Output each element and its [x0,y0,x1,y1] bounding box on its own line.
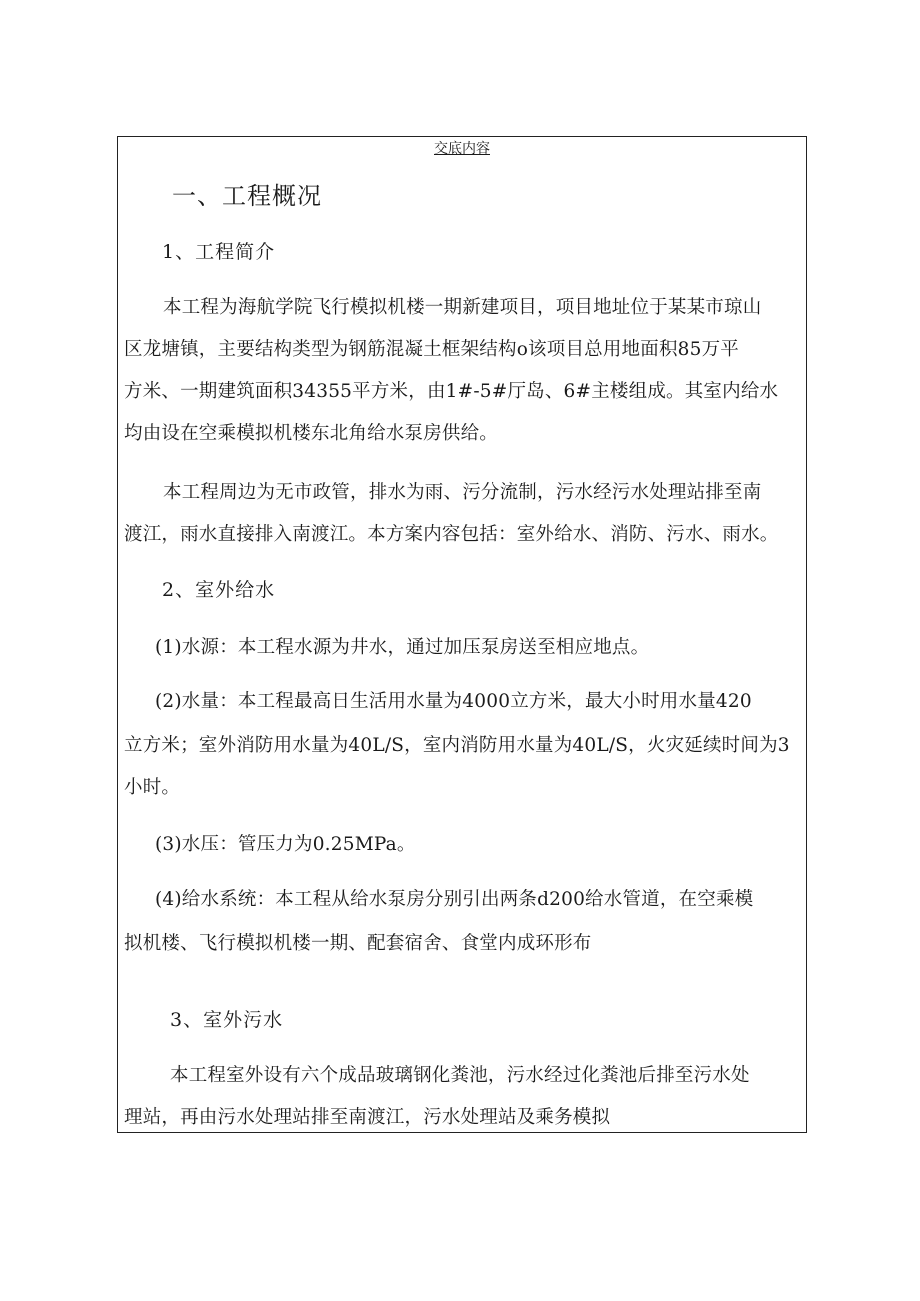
paragraph-line: 理站，再由污水处理站排至南渡江，污水处理站及乘务模拟 [124,1107,611,1128]
subsection-title-outdoor-water-supply: 2、室外给水 [162,579,276,601]
list-item: (4)给水系统：本工程从给水泵房分别引出两条d200给水管道，在空乘模 [155,889,754,910]
subsection-title-project-intro: 1、工程简介 [162,241,276,263]
content-table-frame [117,136,807,1133]
paragraph-line: 区龙塘镇，主要结构类型为钢筋混凝土框架结构o该项目总用地面积85万平 [124,339,739,360]
subsection-title-outdoor-sewage: 3、室外污水 [170,1009,284,1031]
paragraph-line: 本工程周边为无市政管，排水为雨、污分流制，污水经污水处理站排至南 [163,482,762,503]
list-item: (3)水压：管压力为0.25MPa。 [155,834,416,855]
paragraph-line: 本工程为海航学院飞行模拟机楼一期新建项目，项目地址位于某某市琼山 [163,297,762,318]
table-header: 交底内容 [434,141,490,157]
list-item: (2)水量：本工程最高日生活用水量为4000立方米，最大小时用水量420 [155,691,752,712]
paragraph-line: 本工程室外设有六个成品玻璃钢化粪池，污水经过化粪池后排至污水处 [170,1065,750,1086]
section-title: 一、工程概况 [172,182,322,210]
paragraph-line: 均由设在空乘模拟机楼东北角给水泵房供给。 [124,423,499,444]
list-item-continuation: 拟机楼、飞行模拟机楼一期、配套宿舍、食堂内成环形布 [124,933,592,954]
list-item-continuation: 立方米；室外消防用水量为40L/S，室内消防用水量为40L/S，火灾延续时间为3 [124,735,790,756]
list-item: (1)水源：本工程水源为井水，通过加压泵房送至相应地点。 [155,637,650,658]
list-item-continuation: 小时。 [124,777,181,798]
paragraph-line: 渡江，雨水直接排入南渡江。本方案内容包括：室外给水、消防、污水、雨水。 [124,524,779,545]
paragraph-line: 方米、一期建筑面积34355平方米，由1#-5#厅岛、6#主楼组成。其室内给水 [124,381,779,402]
